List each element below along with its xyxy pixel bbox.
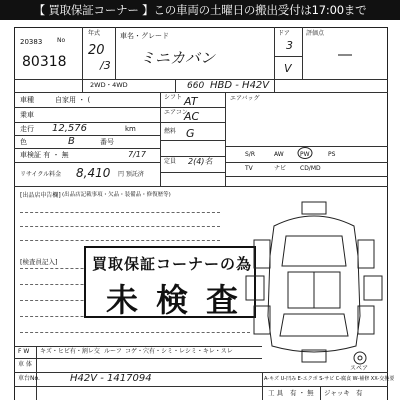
nav-label: ナビ [274, 165, 287, 172]
model-label: 車名・グレード [120, 32, 169, 40]
rule-line [14, 148, 160, 149]
score-value: ― [338, 47, 352, 63]
chassis-value: H42V - 1417094 [70, 373, 152, 384]
drive-text: 2WD・4WD [90, 81, 128, 89]
gearbox-mark: V [284, 62, 292, 75]
cd-label: CD/MD [300, 165, 321, 172]
rule-line [82, 27, 83, 92]
origin-note: (出品店記載事項・欠品・装備品・修復歴等) [62, 192, 171, 198]
fw-text: キズ・ヒビ有・割レ交 [40, 348, 100, 355]
rule-line [14, 346, 262, 347]
rule-line [160, 172, 225, 173]
note-line [20, 226, 220, 227]
rule-line [14, 122, 160, 123]
lot-suffix: No [57, 37, 66, 44]
odo-label: 車 体 [18, 361, 32, 368]
spare-tire-icon [350, 350, 370, 366]
month-mark: /3 [100, 59, 111, 72]
fw-label: F W [18, 348, 30, 355]
car-type-label: 車種 [20, 96, 34, 104]
nendo-value: 20 [88, 43, 105, 58]
tools-value: 有 ・ 無 [290, 389, 314, 397]
jack-value: 有 [356, 389, 363, 397]
tv-label: TV [245, 165, 253, 172]
spare-label: スペア [350, 365, 369, 372]
shift-value: AT [184, 95, 198, 108]
pw-label: PW [300, 151, 310, 158]
fuel-label: 燃料 [164, 128, 177, 135]
rule-line [225, 92, 226, 186]
rule-line [274, 56, 302, 57]
rule-line [175, 79, 176, 92]
ac-value: AC [184, 110, 200, 123]
origin-label: [出品店申告欄] [20, 192, 61, 199]
passenger-label: 乗車 [20, 111, 34, 119]
mileage-label: 走行 [20, 125, 34, 133]
rule-line [14, 107, 160, 108]
recycle-value: 8,410 [76, 166, 111, 180]
note-line [20, 332, 250, 333]
notice-banner: 【 買取保証コーナー 】この車両の土曜日の搬出受付は17:00まで [0, 0, 400, 20]
rule-line [225, 176, 388, 177]
rule-line [262, 372, 263, 400]
mileage-value: 12,576 [52, 123, 87, 134]
chassis-label: 車台No. [18, 375, 40, 382]
shift-label: シフト [164, 94, 183, 101]
inspector-label: [検査員記入] [20, 258, 58, 266]
cc-value: 660 [187, 81, 205, 91]
mileage-unit: km [125, 125, 136, 133]
color-value: B [68, 136, 75, 147]
rule-line [14, 162, 160, 163]
rule-line [302, 27, 303, 80]
sr-label: S/R [245, 151, 255, 158]
color-no: 番号 [100, 138, 114, 146]
inspection-stamp [84, 246, 256, 318]
rule-line [160, 140, 225, 141]
rule-line [14, 358, 262, 359]
lot-small: 20383 [20, 38, 43, 46]
jack-label: ジャッキ [324, 389, 350, 397]
equip-label: エアバッグ [230, 95, 260, 102]
rule-line [225, 162, 388, 163]
rule-line [14, 92, 388, 93]
fuel-value: G [186, 127, 195, 140]
color-label: 色 [20, 138, 27, 146]
recycle-unit: 円 預託済 [118, 171, 144, 178]
model-code: HBD - H42V [210, 80, 270, 91]
stamp-line-2: 未検査 [106, 281, 257, 319]
wheel-label: 7/17 [128, 150, 146, 159]
roof-label: ルーフ [104, 348, 122, 355]
rule-line [36, 346, 37, 400]
damage-legend: A-キズ U-凹み E-エクボ S-サビ C-腐食 W-補修 XX-交換要 [264, 376, 395, 382]
rule-line [14, 186, 388, 187]
stamp-line-1: 買取保証コーナーの為 [92, 255, 253, 273]
ps-label: PS [328, 151, 336, 158]
rule-line [320, 386, 321, 400]
tools-label: 工 具 [268, 389, 284, 397]
capacity-label: 定員 [164, 158, 177, 165]
rule-line [14, 386, 388, 387]
recycle-label: リサイクル料金 [20, 171, 62, 178]
lot-number: 80318 [22, 54, 67, 70]
note-line [20, 212, 220, 213]
rule-line [14, 135, 160, 136]
note-line [20, 240, 220, 241]
circle-mark-icon [296, 146, 314, 160]
nendo-label: 年式 [88, 30, 101, 37]
aw-label: AW [274, 151, 284, 158]
car-diagram [244, 196, 384, 366]
roof-text: コゲ・穴有・シミ・レシミ・キレ・スレ [125, 348, 233, 355]
ac-label: エアコン [164, 109, 188, 116]
rule-line [115, 27, 116, 80]
rule-line [274, 27, 275, 92]
score-label: 評価点 [306, 30, 325, 37]
shaken-label: 車検証 有 ・ 無 [20, 151, 69, 159]
doors-value: 3 [286, 39, 293, 52]
doors-label: ドア [278, 30, 290, 37]
capacity-value: 2(4)名 [188, 157, 213, 166]
car-type-value: 自家用 ・ ( [55, 96, 91, 104]
rule-line [14, 79, 388, 80]
model-value: ミニカバン [140, 49, 216, 67]
